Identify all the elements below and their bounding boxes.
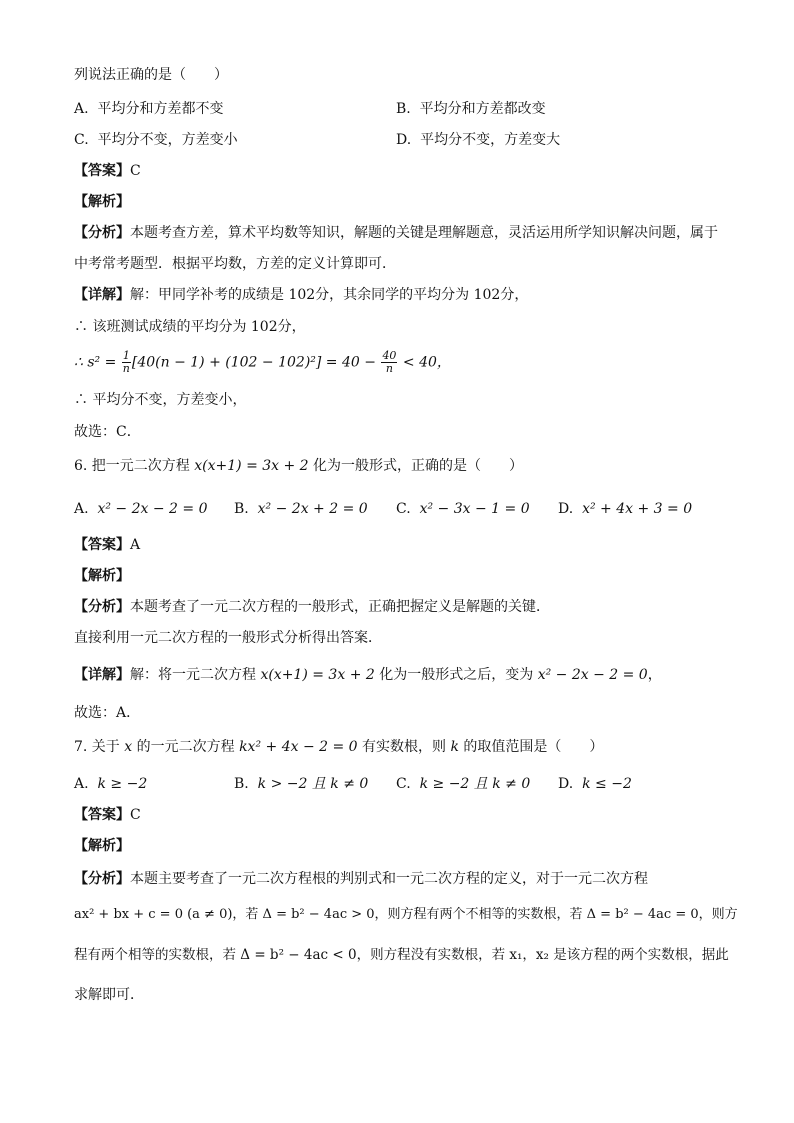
q5-xiangjie-line2: ∴ 该班测试成绩的平均分为 102分， [74,319,306,335]
q6-stem: 6. 把一元二次方程 x(x+1) = 3x + 2 化为一般形式，正确的是（ ） [74,458,524,474]
fraction-1-over-n: $\frac{1}{n}$ [122,349,130,375]
q6-option-d: D. x² + 4x + 3 = 0 [558,501,693,517]
q6-xiangjie: 【详解】解：将一元二次方程 x(x+1) = 3x + 2 化为一般形式之后，变为 x² − 2x − 2 = 0， [74,667,662,683]
q5-xiangjie-line4: ∴ 平均分不变，方差变小， [74,392,247,408]
q6-fenxi-line2: 直接利用一元二次方程的一般形式分析得出答案． [74,630,382,646]
q5-fenxi-line2: 中考常考题型．根据平均数，方差的定义计算即可． [74,256,396,272]
q6-option-c: C. x² − 3x − 1 = 0 [396,501,530,517]
q7-answer: 【答案】C [74,807,141,823]
q7-fenxi-line4: 求解即可． [74,987,144,1003]
fraction-40-over-n: $\frac{40}{n}$ [382,349,397,375]
q7-option-a: A. k ≥ −2 [74,776,148,792]
q5-xiangjie-line1: 【详解】解：甲同学补考的成绩是 102分，其余同学的平均分为 102分， [74,287,529,303]
q5-option-b: B. 平均分和方差都改变 [396,101,546,117]
q5-choice: 故选：C． [74,424,141,440]
q7-fenxi-line3: 程有两个相等的实数根，若 Δ = b² − 4ac < 0，则方程没有实数根，若 x₁，x₂ 是该方程的两个实数根，据此 [74,947,729,963]
q7-option-c: C. k ≥ −2 且 k ≠ 0 [396,776,531,792]
q5-option-a: A. 平均分和方差都不变 [74,101,224,117]
q6-fenxi-line1: 【分析】本题考查了一元二次方程的一般形式，正确把握定义是解题的关键． [74,599,550,615]
q5-option-c: C. 平均分不变，方差变小 [74,132,238,148]
q5-answer: 【答案】C [74,163,141,179]
q6-choice: 故选：A． [74,705,141,721]
q6-option-b: B. x² − 2x + 2 = 0 [234,501,368,517]
q7-fenxi-line2: ax² + bx + c = 0 (a ≠ 0)，若 Δ = b² − 4ac > 0，则方程有两个不相等的实数根，若 Δ = b² − 4ac = 0，则方 [74,907,738,922]
q7-option-b: B. k > −2 且 k ≠ 0 [234,776,369,792]
q6-answer: 【答案】A [74,537,141,553]
q5-analysis-heading: 【解析】 [74,194,130,210]
q5-fenxi-line1: 【分析】本题考查方差，算术平均数等知识，解题的关键是理解题意，灵活运用所学知识解决问题，属于 [74,225,718,241]
q7-stem: 7. 关于 x 的一元二次方程 kx² + 4x − 2 = 0 有实数根，则 k 的取值范围是（ ） [74,739,604,755]
q5-option-d: D. 平均分不变，方差变大 [396,132,561,148]
q6-option-a: A. x² − 2x − 2 = 0 [74,501,208,517]
q7-fenxi-line1: 【分析】本题主要考查了一元二次方程根的判别式和一元二次方程的定义，对于一元二次方程 [74,871,648,887]
q7-option-d: D. k ≤ −2 [558,776,632,792]
q5-variance-formula: ∴ s² = $\frac{1}{n}$ [40(n − 1) + (102 − 102)²] = 40 − $\frac{40}{n}$ < 40， [74,349,451,375]
q7-analysis-heading: 【解析】 [74,838,130,854]
q6-analysis-heading: 【解析】 [74,568,130,584]
q5-stem-tail: 列说法正确的是（ ） [74,67,228,83]
